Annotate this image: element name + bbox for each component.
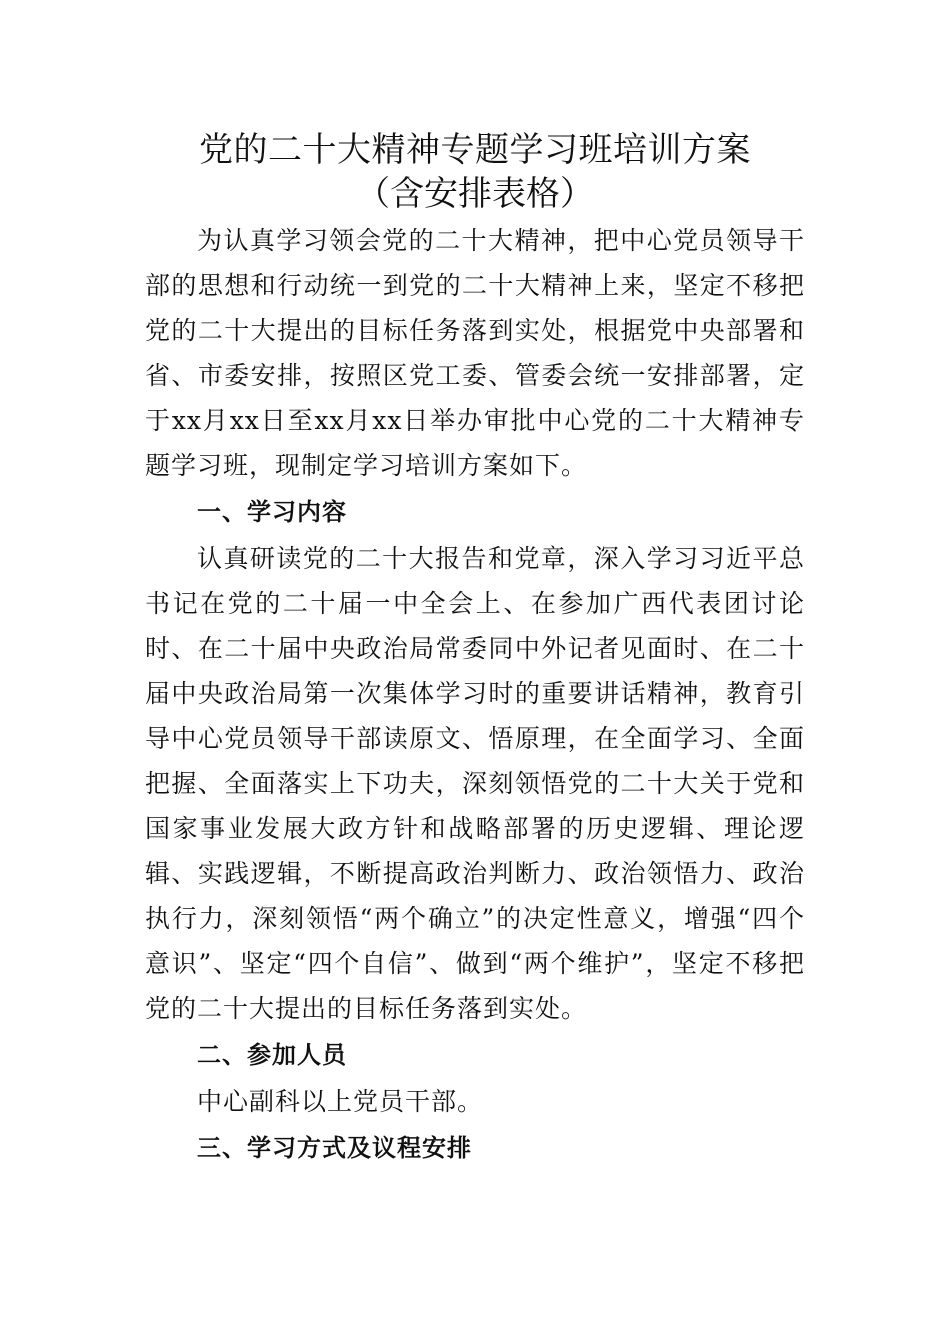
document-title: 党的二十大精神专题学习班培训方案	[199, 130, 751, 170]
section-body-participants: 中心副科以上党员干部。	[197, 1087, 484, 1116]
document-subtitle: （含安排表格）	[356, 174, 594, 214]
section-body-study-content: 认真研读党的二十大报告和党章，深入学习习近平总书记在党的二十届一中全会上、在参加广西代表团讨论时、在二十届中央政治局常委同中外记者见面时、在二十届中央政治局第一次集体学习时的重要讲话精神，教育引导中心党员领导干部读原文、悟原理，在全面学习、全面把握、全面落实上下功夫，深刻领悟党的二十大关于党和国家事业发展大政方针和战略部署的历史逻辑、理论逻辑、实践逻辑，不断提高政治判断力、政治领悟力、政治执行力，深刻领悟“两个确立”的决定性意义，增强“四个意识”、坚定“四个自信”、做到“两个维护”，坚定不移把党的二十大提出的目标任务落到实处。	[145, 544, 805, 1023]
document-page	[145, 128, 805, 1172]
section-heading-study-content: 一、学习内容	[197, 498, 347, 526]
intro-paragraph: 为认真学习领会党的二十大精神，把中心党员领导干部的思想和行动统一到党的二十大精神上来，坚定不移把党的二十大提出的目标任务落到实处，根据党中央部署和省、市委安排，按照区党工委、管委会统一安排部署，定于xx月xx日至xx月xx日举办审批中心党的二十大精神专题学习班，现制定学习培训方案如下。	[145, 226, 805, 480]
section-heading-participants: 二、参加人员	[197, 1041, 347, 1069]
section-heading-schedule: 三、学习方式及议程安排	[197, 1134, 472, 1162]
